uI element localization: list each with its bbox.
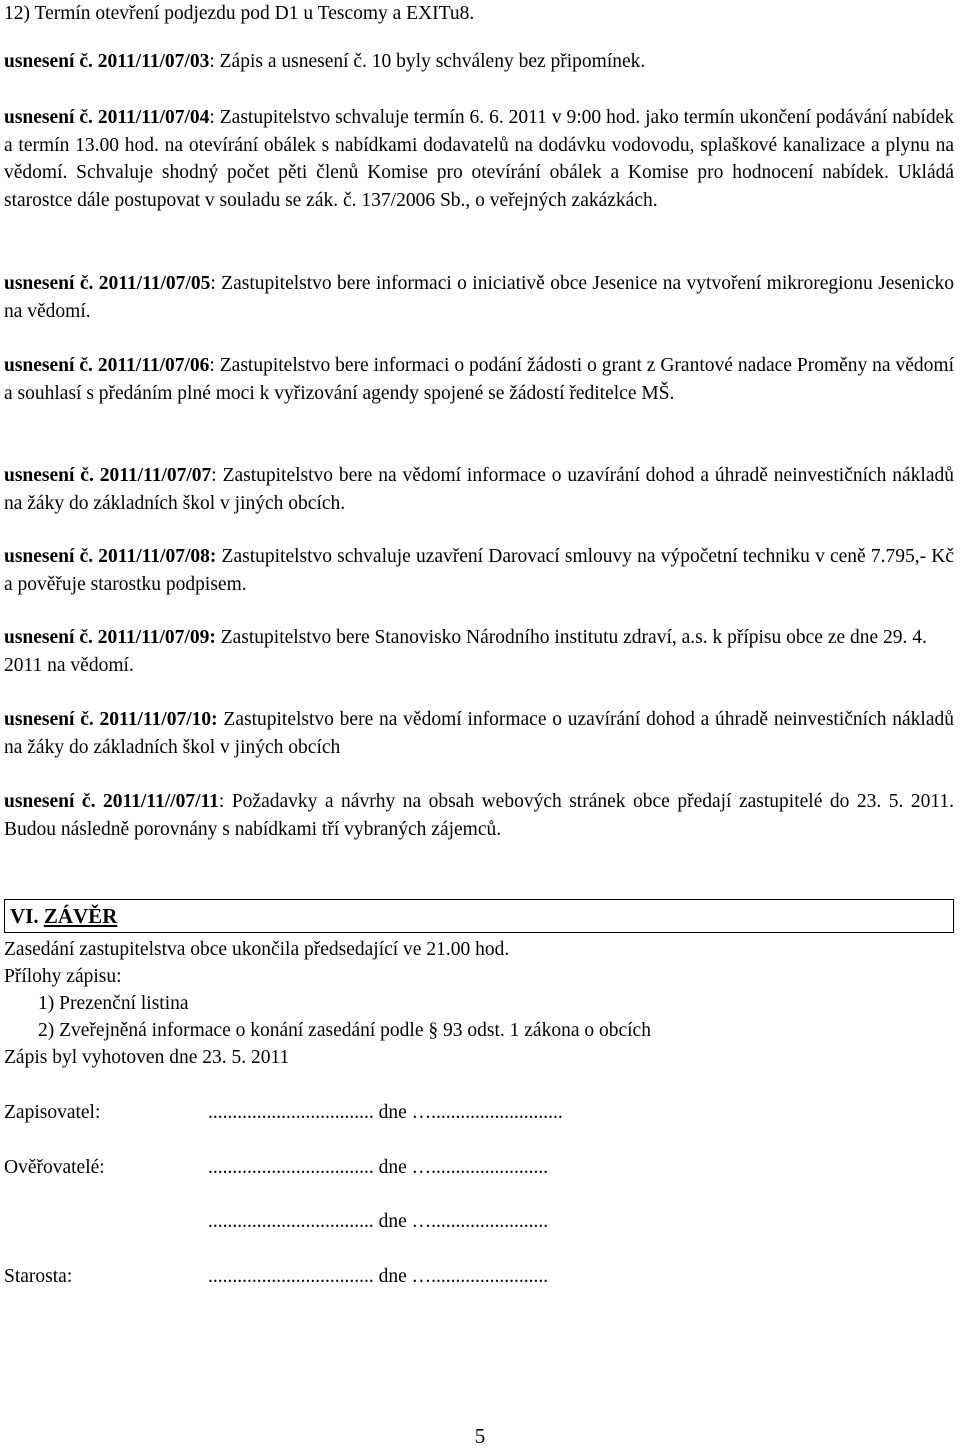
- mayor-signature-line: .................................. dne …........................: [208, 1266, 549, 1287]
- section-number: VI.: [10, 904, 39, 928]
- attachment-1: 1) Prezenční listina: [38, 993, 189, 1014]
- resolution-09: usnesení č. 2011/11/07/09: Zastupitelstvo bere Stanovisko Národního institutu zdraví, a.s. k přípisu obce ze dne 29. 4. 2011 na vědomí.: [4, 627, 927, 676]
- resolution-text: Zastupitelstvo schvaluje uzavření Darovací smlouvy na výpočetní techniku v ceně 7.795,- Kč a pověřuje starostku podpisem.: [4, 546, 954, 595]
- resolution-number: 2011/11/07/06: [97, 355, 210, 376]
- recorder-signature-line: .................................. dne …...........................: [208, 1102, 563, 1123]
- resolution-number: 2011/11/07/07: [99, 465, 212, 486]
- resolution-label: usnesení č.: [4, 51, 93, 72]
- resolution-text: Zastupitelstvo bere informaci o iniciativě obce Jesenice na vytvoření mikroregionu Jesenicko na vědomí.: [4, 273, 955, 322]
- resolution-08: usnesení č. 2011/11/07/08: Zastupitelstvo schvaluje uzavření Darovací smlouvy na výpočetní techniku v ceně 7.795,- Kč a pověřuje starostku podpisem.: [4, 546, 954, 595]
- attachments-label: Přílohy zápisu:: [4, 966, 122, 987]
- resolution-11: usnesení č. 2011/11//07/11: Požadavky a návrhy na obsah webových stránek obce předají zastupitelé do 23. 5. 2011. Budou následně porovnány s nabídkami tří vybraných zájemců.: [4, 791, 954, 840]
- attachment-2: 2) Zveřejněná informace o konání zasedání podle § 93 odst. 1 zákona o obcích: [38, 1020, 651, 1041]
- resolution-04: usnesení č. 2011/11/07/04: Zastupitelstvo schvaluje termín 6. 6. 2011 v 9:00 hod. jako termín ukončení podávání nabídek a termín 13.00 hod. na otevírání obálek s nabídkami dodavatelů na dodávku vodovodu, splaškové kanalizace a plynu na vědomí. Schvaluje shodný počet pěti členů Komise pro otevírání obálek a Komise pro hodnocení nabídek. Ukládá starostce dále postupovat v souladu se zák. č. 137/2006 Sb., o veřejných zakázkách.: [4, 107, 954, 211]
- prepared-date: Zápis byl vyhotoven dne 23. 5. 2011: [4, 1047, 290, 1068]
- resolution-label: usnesení č.: [4, 355, 93, 376]
- resolution-number: 2011/11/07/08: [98, 546, 210, 567]
- resolution-number: 2011/11/07/05: [98, 273, 211, 294]
- section-heading-box: [4, 899, 954, 933]
- verifier2-signature-line: .................................. dne …........................: [208, 1211, 549, 1232]
- resolution-number: 2011/11/07/03: [97, 51, 210, 72]
- agenda-item-12: 12) Termín otevření podjezdu pod D1 u Tescomy a EXITu8.: [4, 3, 475, 24]
- resolution-07: usnesení č. 2011/11/07/07: Zastupitelstvo bere na vědomí informace o uzavírání dohod a úhradě neinvestičních nákladů na žáky do základních škol v jiných obcích.: [4, 465, 954, 514]
- resolution-05: usnesení č. 2011/11/07/05: Zastupitelstvo bere informaci o iniciativě obce Jesenice na vytvoření mikroregionu Jesenicko na vědomí.: [4, 273, 955, 322]
- resolution-label: usnesení č.: [4, 273, 94, 294]
- resolution-label: usnesení č.: [4, 465, 94, 486]
- resolution-label: usnesení č.: [4, 709, 94, 730]
- resolution-text: Požadavky a návrhy na obsah webových stránek obce předají zastupitelé do 23. 5. 2011. Budou následně porovnány s nabídkami tří vybraných zájemců.: [4, 791, 954, 840]
- resolution-text: Zastupitelstvo bere na vědomí informace o uzavírání dohod a úhradě neinvestičních nákladů na žáky do základních škol v jiných obcích: [4, 709, 954, 758]
- resolution-label: usnesení č.: [4, 791, 96, 812]
- mayor-label: Starosta:: [4, 1266, 73, 1287]
- verifiers-label: Ověřovatelé:: [4, 1157, 105, 1178]
- resolution-label: usnesení č.: [4, 107, 93, 128]
- resolution-number: 2011/11/07/10: [99, 709, 212, 730]
- recorder-label: Zapisovatel:: [4, 1102, 101, 1123]
- page-number: 5: [474, 1424, 486, 1448]
- resolution-label: usnesení č.: [4, 546, 94, 567]
- resolution-label: usnesení č.: [4, 627, 93, 648]
- resolution-text: Zastupitelstvo schvaluje termín 6. 6. 2011 v 9:00 hod. jako termín ukončení podávání nabídek a termín 13.00 hod. na otevírání obálek s nabídkami dodavatelů na dodávku vodovodu, splaškové kanalizace a plynu na vědomí. Schvaluje shodný počet pěti členů Komise pro otevírání obálek a Komise pro hodnocení nabídek. Ukládá starostce dále postupovat v souladu se zák. č. 137/2006 Sb., o veřejných zakázkách.: [4, 107, 954, 211]
- resolution-03: usnesení č. 2011/11/07/03: Zápis a usnesení č. 10 byly schváleny bez připomínek.: [4, 51, 646, 72]
- resolution-text: Zastupitelstvo bere Stanovisko Národního institutu zdraví, a.s. k přípisu obce ze dne 29. 4. 2011 na vědomí.: [4, 627, 927, 676]
- resolution-number: 2011/11//07/11: [102, 791, 219, 812]
- resolution-10: usnesení č. 2011/11/07/10: Zastupitelstvo bere na vědomí informace o uzavírání dohod a úhradě neinvestičních nákladů na žáky do základních škol v jiných obcích: [4, 709, 954, 758]
- resolution-text: Zastupitelstvo bere na vědomí informace o uzavírání dohod a úhradě neinvestičních nákladů na žáky do základních škol v jiných obcích.: [4, 465, 954, 514]
- resolution-text: Zastupitelstvo bere informaci o podání žádosti o grant z Grantové nadace Proměny na vědomí a souhlasí s předáním plné moci k vyřizování agendy spojené se žádostí ředitelce MŠ.: [4, 355, 954, 404]
- resolution-number: 2011/11/07/09: [97, 627, 210, 648]
- resolution-number: 2011/11/07/04: [97, 107, 210, 128]
- section-title: ZÁVĚR: [43, 904, 118, 928]
- resolution-text: Zápis a usnesení č. 10 byly schváleny bez připomínek.: [214, 51, 646, 72]
- verifier1-signature-line: .................................. dne …........................: [208, 1157, 549, 1178]
- resolution-06: usnesení č. 2011/11/07/06: Zastupitelstvo bere informaci o podání žádosti o grant z Grantové nadace Proměny na vědomí a souhlasí s předáním plné moci k vyřizování agendy spojené se žádostí ředitelce MŠ.: [4, 355, 954, 404]
- closing-statement: Zasedání zastupitelstva obce ukončila předsedající ve 21.00 hod.: [4, 939, 510, 960]
